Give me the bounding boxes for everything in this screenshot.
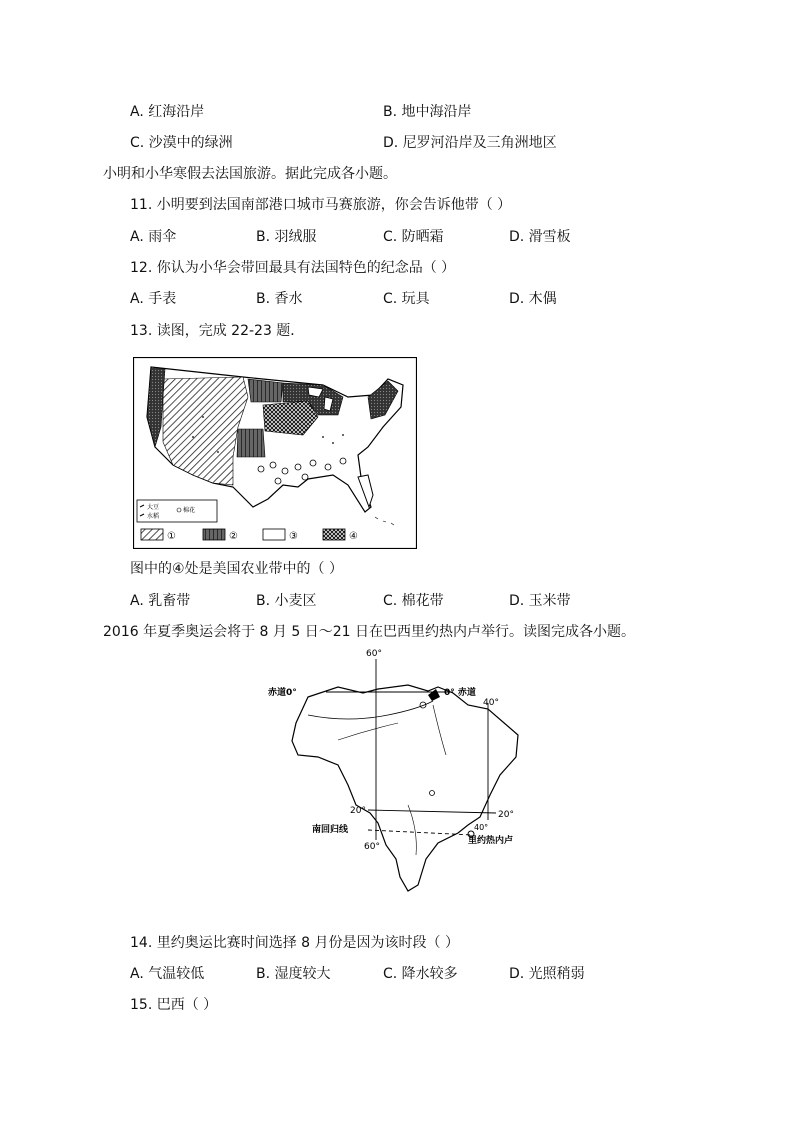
q11-stem: 11. 小明要到法国南部港口城市马赛旅游，你会告诉他带（ ） [130,197,512,213]
legend-item-4: ④ [349,531,358,542]
q12-stem: 12. 你认为小华会带回最具有法国特色的纪念品（ ） [130,260,456,276]
q13-stem: 13. 读图，完成 22-23 题． [130,323,305,339]
q13-option-b: B. 小麦区 [256,593,317,609]
q13-option-c: C. 棉花带 [383,593,444,609]
intro-france: 小明和小华寒假去法国旅游。据此完成各小题。 [103,166,397,182]
legend-item-3: ③ [289,531,298,542]
legend-item-1: ① [167,531,176,542]
label-20-left: 20° [350,806,366,816]
legend-cotton: 棉花 [183,507,196,514]
label-60-top: 60° [366,649,382,659]
q14-option-a: A. 气温较低 [130,966,205,982]
label-20-right: 20° [498,810,514,820]
q15-stem: 15. 巴西（ ） [130,997,218,1013]
q10-option-a: A. 红海沿岸 [130,104,205,120]
label-40-top: 40° [483,698,499,708]
q14-option-b: B. 湿度较大 [256,966,331,982]
q14-option-d: D. 光照稍弱 [509,966,585,982]
q11-option-d: D. 滑雪板 [509,229,571,245]
q12-option-d: D. 木偶 [509,291,557,307]
label-rio: 里约热内卢 [468,836,514,846]
legend-rice: 水稻 [147,513,160,520]
q13-sub-stem: 图中的④处是美国农业带中的（ ） [130,561,344,577]
q11-option-b: B. 羽绒服 [256,229,317,245]
label-40-bottom: 40° [474,823,489,832]
label-equator-left: 赤道0° [268,688,297,698]
q13-option-a: A. 乳畜带 [130,593,191,609]
q10-option-c: C. 沙漠中的绿洲 [130,135,233,151]
label-60-bottom: 60° [364,842,380,852]
q11-option-a: A. 雨伞 [130,229,177,245]
q12-option-b: B. 香水 [256,291,303,307]
q10-option-b: B. 地中海沿岸 [383,104,472,120]
q14-stem: 14. 里约奥运比赛时间选择 8 月份是因为该时段（ ） [130,935,459,951]
q10-option-d: D. 尼罗河沿岸及三角洲地区 [383,135,557,151]
label-equator-right: 0° 赤道 [444,688,476,698]
intro-brazil: 2016 年夏季奥运会将于 8 月 5 日～21 日在巴西里约热内卢举行。读图完成各小题。 [103,624,635,640]
q13-option-d: D. 玉米带 [509,593,571,609]
label-tropic: 南回归线 [312,825,349,835]
brazil-map [268,645,528,895]
legend-soybean: 大豆 [147,504,160,511]
brazil-outline [292,685,518,891]
q11-option-c: C. 防晒霜 [383,229,444,245]
q12-option-a: A. 手表 [130,291,177,307]
usa-agriculture-map [133,357,417,549]
legend-item-2: ② [229,531,238,542]
q14-option-c: C. 降水较多 [383,966,458,982]
q12-option-c: C. 玩具 [383,291,430,307]
